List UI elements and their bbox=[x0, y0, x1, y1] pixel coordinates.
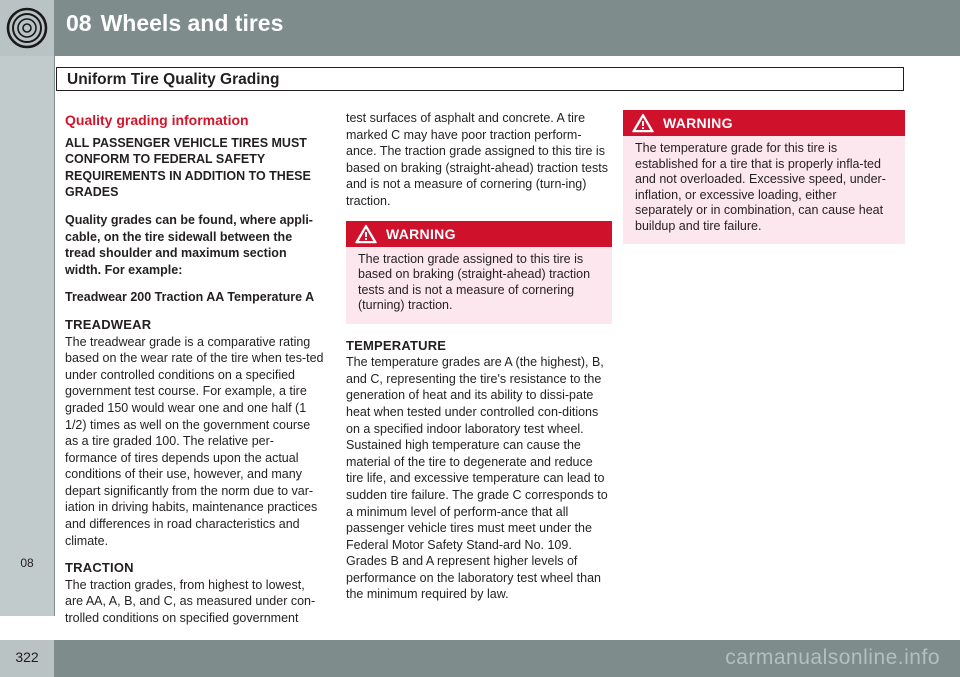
traction-heading: TRACTION bbox=[65, 560, 134, 576]
chapter-number: 08 bbox=[66, 10, 92, 36]
section-title: Uniform Tire Quality Grading bbox=[67, 71, 280, 88]
chapter-header bbox=[0, 0, 960, 56]
temperature-text: The temperature grades are A (the highest), B, and C, representing the tire's resistance to the generation of heat and its ability to dissi-pate heat when tested under controlled con-ditions on a specified indoor laboratory test wheel. Sustained high temperature can cause the material of the tire to degenerate and reduce tire life, and excessive temperature can lead to sudden tire failure. The grade C corresponds to a minimum level of perform-ance that all passenger vehicle tires must meet under the Federal Motor Safety Stand-ard No. 109. Grades B and A represent higher levels of performance on the laboratory test wheel than the minimum required by law. bbox=[346, 355, 608, 602]
warning-header bbox=[346, 221, 612, 247]
warning-text: The traction grade assigned to this tire is based on braking (straight-ahead) traction tests and is not a measure of cornering (turning) traction. bbox=[358, 251, 591, 313]
chapter-title-text: Wheels and tires bbox=[100, 10, 284, 36]
federal-requirements-text: ALL PASSENGER VEHICLE TIRES MUST CONFORM TO FEDERAL SAFETY REQUIREMENTS IN ADDITION TO THESE GRADES bbox=[65, 135, 311, 200]
warning-header bbox=[623, 110, 905, 136]
side-tab-chapter-number: 08 bbox=[20, 556, 34, 570]
quality-grading-heading: Quality grading information bbox=[65, 112, 249, 128]
page-number-box bbox=[0, 640, 54, 677]
warning-triangle-icon bbox=[355, 224, 377, 244]
warning-triangle-icon bbox=[632, 113, 654, 133]
page-number: 322 bbox=[15, 649, 39, 665]
column-3 bbox=[623, 110, 905, 256]
traction-continued-text: test surfaces of asphalt and concrete. A tire marked C may have poor traction perform-ance. The traction grade assigned to this tire is based on braking (straight-ahead) traction tests and is not a measure of cornering (turn-ing) traction. bbox=[346, 111, 608, 208]
quality-grades-location-text: Quality grades can be found, where appli-cable, on the tire sidewall between the tread shoulder and maximum section width. For example: bbox=[65, 212, 313, 277]
column-2 bbox=[346, 110, 612, 614]
warning-text: The temperature grade for this tire is established for a tire that is properly infla-ted and not overloaded. Excessive speed, under-inflation, or excessive loading, either separately or in combination, can cause heat buildup and tire failure. bbox=[635, 141, 886, 233]
section-title-box bbox=[56, 67, 904, 91]
warning-label: WARNING bbox=[386, 225, 456, 242]
wheel-icon bbox=[6, 7, 48, 49]
grade-example-text: Treadwear 200 Traction AA Temperature A bbox=[65, 290, 315, 305]
chapter-icon-box bbox=[0, 0, 54, 56]
temperature-warning-box bbox=[623, 110, 905, 244]
treadwear-heading: TREADWEAR bbox=[65, 316, 152, 332]
traction-warning-box bbox=[346, 221, 612, 324]
warning-label: WARNING bbox=[663, 115, 733, 131]
temperature-heading: TEMPERATURE bbox=[346, 337, 447, 353]
column-1 bbox=[65, 110, 325, 638]
treadwear-text: The treadwear grade is a comparative rating based on the wear rate of the tire when tes-ted under controlled conditions on a specified government test course. For example, a tire graded 150 would wear one and one half (1 1/2) times as well on the government course as a tire graded 100. The relative per-formance of tires depends upon the actual conditions of their use, however, and many depart significantly from the norm due to var-iation in driving habits, maintenance practices and differences in road characteristics and climate. bbox=[65, 334, 324, 548]
side-chapter-tab bbox=[0, 56, 55, 616]
chapter-title bbox=[66, 10, 283, 37]
page-footer bbox=[0, 640, 960, 677]
traction-text: The traction grades, from highest to lowest, are AA, A, B, and C, as measured under con-trolled conditions on specified government bbox=[65, 577, 316, 626]
watermark-text: carmanualsonline.info bbox=[725, 646, 940, 669]
